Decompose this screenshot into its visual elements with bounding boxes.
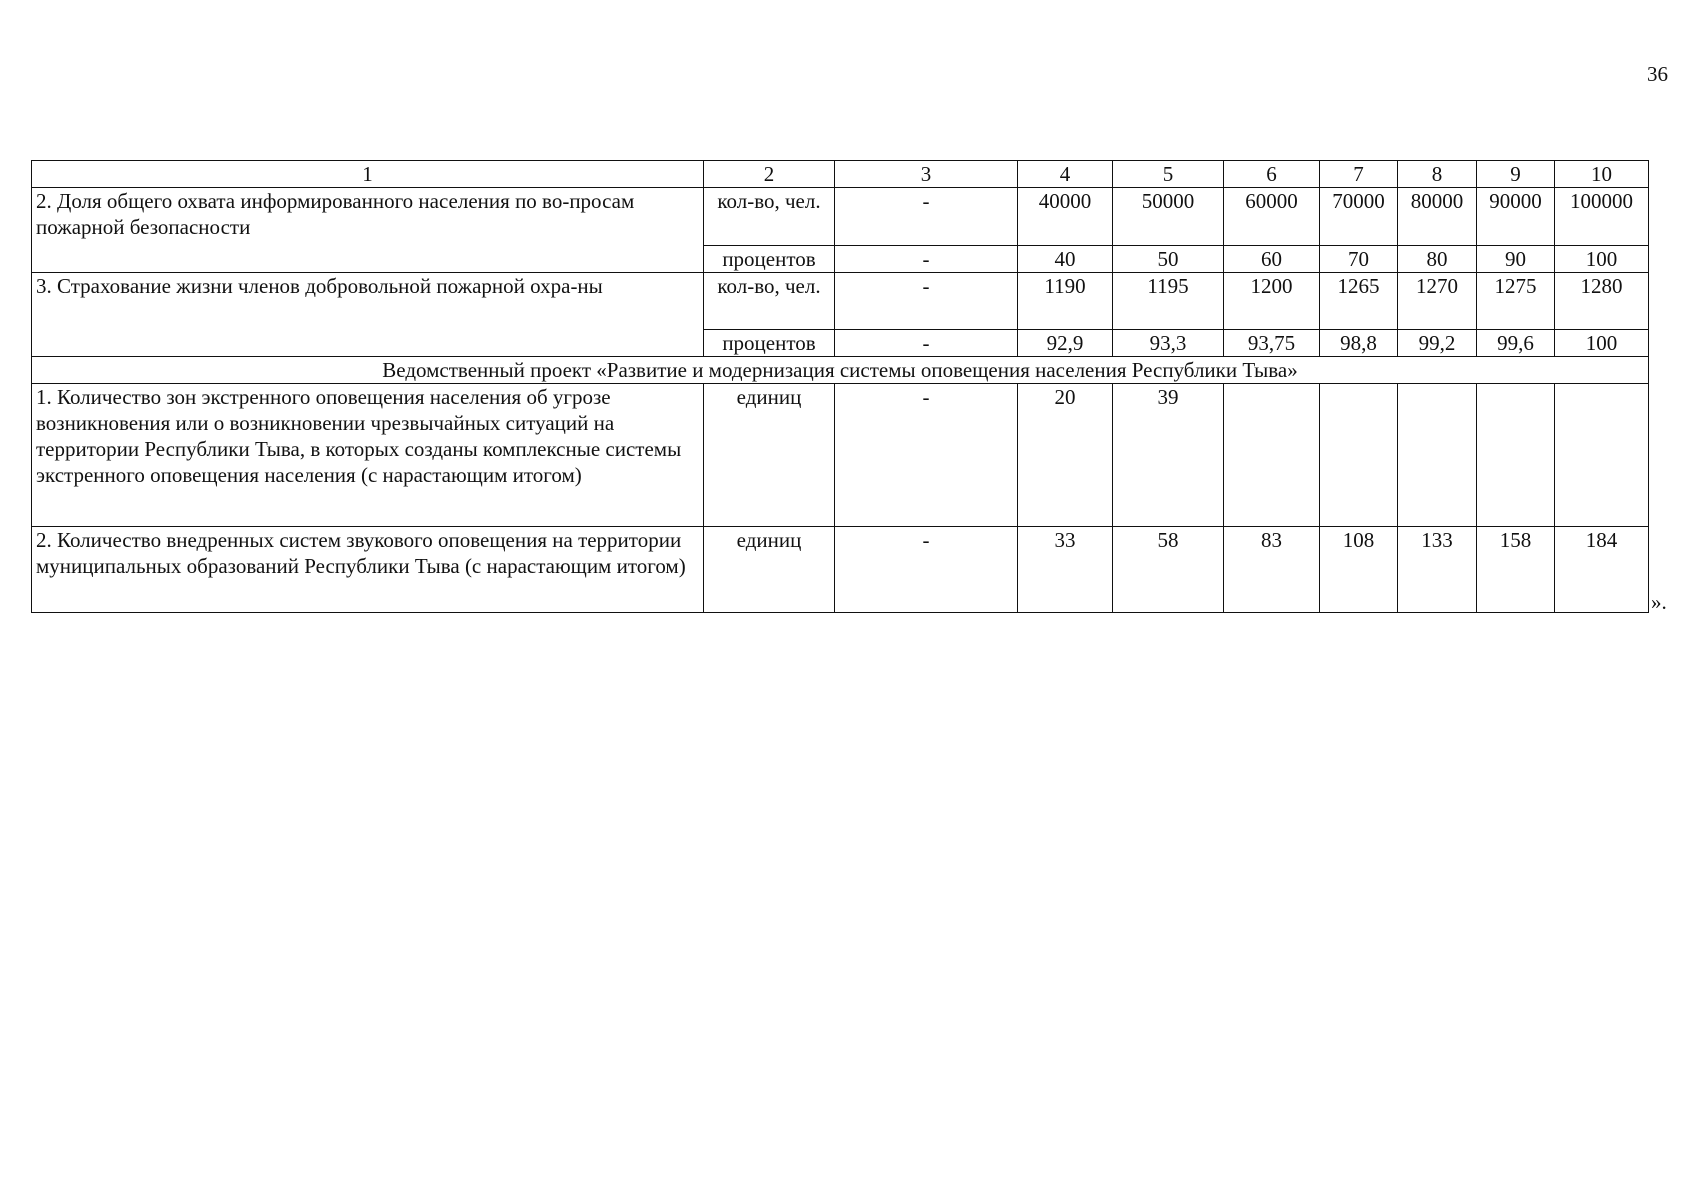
header-cell: 3 [835,161,1018,188]
value-cell: 20 [1018,384,1113,527]
value-cell: 1195 [1113,273,1224,330]
value-cell [1477,384,1555,527]
unit-cell: процентов [704,330,835,357]
value-cell: 1280 [1555,273,1649,330]
value-cell [1555,384,1649,527]
header-cell: 9 [1477,161,1555,188]
value-cell: 90000 [1477,188,1555,246]
base-cell: - [835,384,1018,527]
header-cell: 5 [1113,161,1224,188]
value-cell: 184 [1555,527,1649,613]
value-cell: 90 [1477,246,1555,273]
value-cell: 99,6 [1477,330,1555,357]
value-cell: 1190 [1018,273,1113,330]
value-cell: 92,9 [1018,330,1113,357]
value-cell: 93,75 [1224,330,1320,357]
value-cell: 1275 [1477,273,1555,330]
page-number: 36 [1647,62,1668,86]
unit-cell: единиц [704,527,835,613]
header-cell: 8 [1398,161,1477,188]
indicator-name: 3. Страхование жизни членов добровольной пожарной охра-ны [32,273,704,357]
unit-cell: единиц [704,384,835,527]
base-cell: - [835,527,1018,613]
value-cell: 80 [1398,246,1477,273]
table-row [32,527,1649,613]
value-cell: 40 [1018,246,1113,273]
value-cell: 40000 [1018,188,1113,246]
value-cell: 50 [1113,246,1224,273]
indicator-name: 1. Количество зон экстренного оповещения населения об угрозе возникновения или о возникновении чрезвычайных ситуаций на территории Республики Тыва, в которых созданы комплексные системы экстренного оповещения населения (с нарастающим итогом) [32,384,704,527]
value-cell: 1200 [1224,273,1320,330]
table-row [32,384,1649,527]
header-cell: 10 [1555,161,1649,188]
value-cell: 1270 [1398,273,1477,330]
value-cell: 133 [1398,527,1477,613]
value-cell [1224,384,1320,527]
value-cell [1320,384,1398,527]
project-heading-row [32,357,1649,384]
value-cell: 98,8 [1320,330,1398,357]
value-cell: 70000 [1320,188,1398,246]
unit-cell: кол-во, чел. [704,273,835,330]
value-cell: 83 [1224,527,1320,613]
value-cell: 100000 [1555,188,1649,246]
value-cell: 33 [1018,527,1113,613]
header-cell: 6 [1224,161,1320,188]
closing-quote: ». [1651,590,1667,614]
value-cell: 99,2 [1398,330,1477,357]
header-cell: 7 [1320,161,1398,188]
value-cell: 100 [1555,330,1649,357]
base-cell: - [835,330,1018,357]
value-cell: 60 [1224,246,1320,273]
value-cell: 60000 [1224,188,1320,246]
value-cell: 50000 [1113,188,1224,246]
value-cell: 58 [1113,527,1224,613]
value-cell: 100 [1555,246,1649,273]
value-cell [1398,384,1477,527]
project-title: Ведомственный проект «Развитие и модернизация системы оповещения населения Республики Тыва» [32,357,1649,384]
value-cell: 108 [1320,527,1398,613]
value-cell: 158 [1477,527,1555,613]
value-cell: 80000 [1398,188,1477,246]
base-cell: - [835,246,1018,273]
value-cell: 39 [1113,384,1224,527]
table-row [32,188,1649,246]
value-cell: 93,3 [1113,330,1224,357]
header-cell: 4 [1018,161,1113,188]
base-cell: - [835,188,1018,246]
base-cell: - [835,273,1018,330]
table-header-row [32,161,1649,188]
header-cell: 1 [32,161,704,188]
indicators-table [31,160,1649,613]
unit-cell: кол-во, чел. [704,188,835,246]
unit-cell: процентов [704,246,835,273]
value-cell: 1265 [1320,273,1398,330]
value-cell: 70 [1320,246,1398,273]
indicator-name: 2. Доля общего охвата информированного населения по во-просам пожарной безопасности [32,188,704,273]
header-cell: 2 [704,161,835,188]
table-row [32,273,1649,330]
indicator-name: 2. Количество внедренных систем звукового оповещения на территории муниципальных образований Республики Тыва (с нарастающим итогом) [32,527,704,613]
